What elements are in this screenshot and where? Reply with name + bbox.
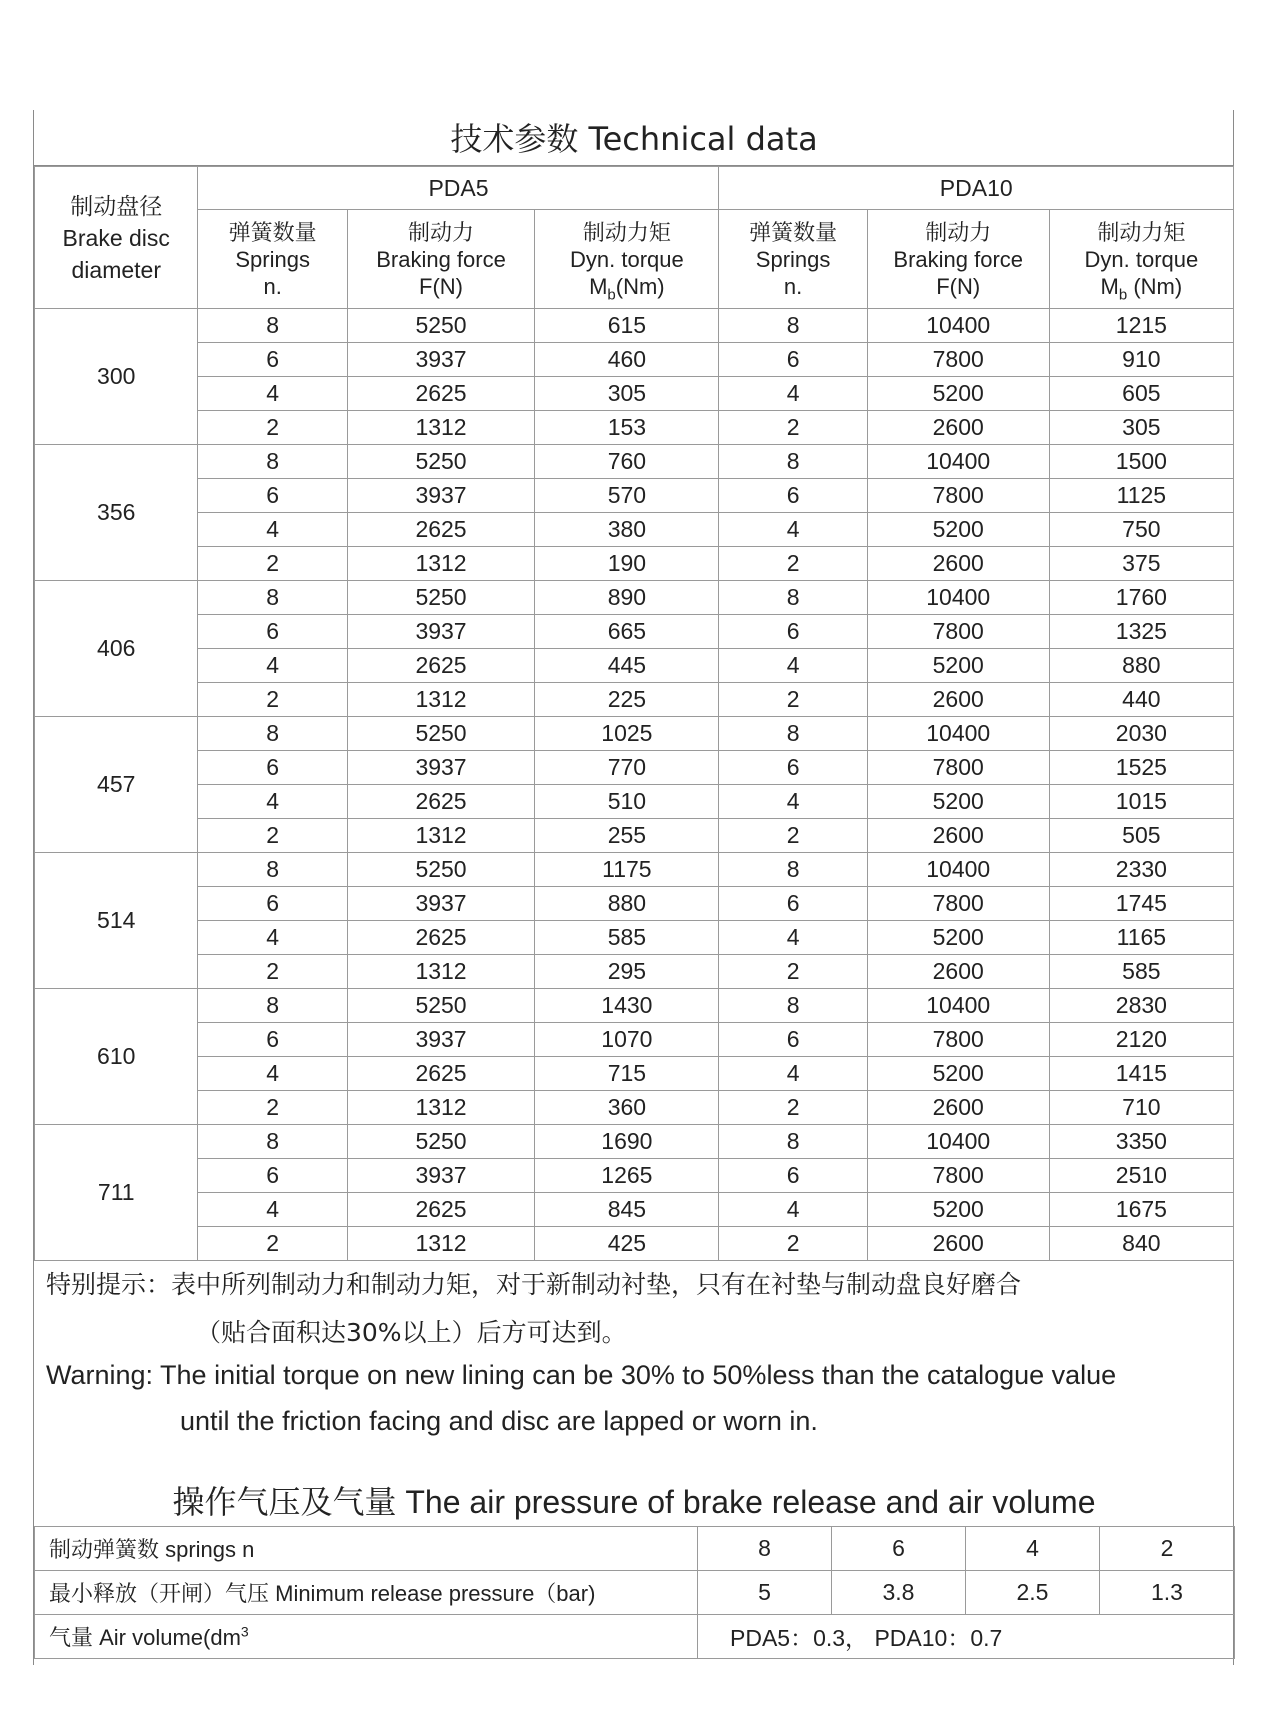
springs-pda10-cell: 2 (719, 955, 867, 989)
springs-pda5-cell: 6 (198, 479, 347, 513)
springs-pda10-cell: 6 (719, 1023, 867, 1057)
force-pda10-cell: 7800 (867, 479, 1049, 513)
torque-pda10-cell: 605 (1049, 377, 1233, 411)
force-pda5-cell: 3937 (347, 615, 534, 649)
force-pda5-cell: 5250 (347, 1125, 534, 1159)
force-pda5-cell: 5250 (347, 989, 534, 1023)
springs-pda10-cell: 2 (719, 683, 867, 717)
torque-pda5-cell: 585 (535, 921, 719, 955)
force-pda10-cell: 2600 (867, 1091, 1049, 1125)
springs-pda10-cell: 8 (719, 717, 867, 751)
springs-pda5-cell: 8 (198, 445, 347, 479)
torque-header-pda10: 制动力矩 Dyn. torque $M_b$ (Nm) (1049, 210, 1233, 309)
table-row (35, 751, 1234, 785)
force-pda5-cell: 3937 (347, 751, 534, 785)
table-row (35, 547, 1234, 581)
disc-diameter-cell: 457 (35, 717, 198, 853)
springs-pda10-cell: 4 (719, 1193, 867, 1227)
table-row (35, 1057, 1234, 1091)
torque-pda5-cell: 460 (535, 343, 719, 377)
force-pda5-cell: 1312 (347, 955, 534, 989)
force-header-pda10: 制动力 Braking force F(N) (867, 210, 1049, 309)
torque-pda10-cell: 375 (1049, 547, 1233, 581)
force-pda10-cell: 10400 (867, 581, 1049, 615)
table-row (35, 1091, 1234, 1125)
force-pda10-cell: 7800 (867, 615, 1049, 649)
table-row (35, 1159, 1234, 1193)
table-row (35, 581, 1234, 615)
force-pda10-cell: 2600 (867, 1227, 1049, 1261)
springs-header-pda5: 弹簧数量 Springs n. (198, 210, 347, 309)
group-header-row (35, 167, 1234, 210)
torque-pda5-cell: 153 (535, 411, 719, 445)
springs-header-pda10: 弹簧数量 Springs n. (719, 210, 867, 309)
force-pda10-cell: 7800 (867, 343, 1049, 377)
force-pda10-cell: 5200 (867, 1057, 1049, 1091)
springs-pda5-cell: 2 (198, 547, 347, 581)
force-pda5-cell: 3937 (347, 887, 534, 921)
springs-pda10-cell: 6 (719, 751, 867, 785)
springs-pda10-cell: 2 (719, 819, 867, 853)
force-pda10-cell: 5200 (867, 921, 1049, 955)
table-row (35, 615, 1234, 649)
torque-pda10-cell: 505 (1049, 819, 1233, 853)
torque-pda5-cell: 510 (535, 785, 719, 819)
springs-pda10-cell: 2 (719, 1227, 867, 1261)
springs-pda5-cell: 4 (198, 785, 347, 819)
technical-data-table (34, 166, 1234, 1261)
table-row (35, 479, 1234, 513)
disc-header-cn: 制动盘径 (70, 192, 163, 219)
torque-pda10-cell: 1760 (1049, 581, 1233, 615)
force-pda10-cell: 10400 (867, 989, 1049, 1023)
air-springs-value: 4 (966, 1527, 1100, 1571)
torque-pda5-cell: 425 (535, 1227, 719, 1261)
force-pda5-cell: 2625 (347, 1057, 534, 1091)
force-pda10-cell: 7800 (867, 887, 1049, 921)
disc-header-en2: diameter (71, 256, 161, 283)
force-pda5-cell: 2625 (347, 785, 534, 819)
disc-diameter-header (35, 167, 198, 309)
torque-pda5-cell: 615 (535, 309, 719, 343)
torque-pda10-cell: 2120 (1049, 1023, 1233, 1057)
air-springs-value: 2 (1100, 1527, 1235, 1571)
springs-pda10-cell: 6 (719, 615, 867, 649)
springs-pda10-cell: 6 (719, 887, 867, 921)
springs-pda10-cell: 4 (719, 377, 867, 411)
springs-pda10-cell: 8 (719, 445, 867, 479)
springs-pda10-cell: 4 (719, 649, 867, 683)
disc-header-en1: Brake disc (62, 224, 170, 251)
warning-en-line1: Warning: The initial torque on new lining can be 30% to 50%less than the catalogue value (46, 1360, 1117, 1390)
springs-pda5-cell: 4 (198, 649, 347, 683)
springs-pda10-cell: 6 (719, 479, 867, 513)
torque-pda10-cell: 2030 (1049, 717, 1233, 751)
force-pda10-cell: 2600 (867, 955, 1049, 989)
torque-pda10-cell: 910 (1049, 343, 1233, 377)
torque-pda10-cell: 1015 (1049, 785, 1233, 819)
force-pda5-cell: 5250 (347, 309, 534, 343)
air-pressure-row (35, 1571, 1235, 1615)
torque-pda10-cell: 440 (1049, 683, 1233, 717)
springs-pda10-cell: 6 (719, 1159, 867, 1193)
torque-pda5-cell: 760 (535, 445, 719, 479)
table-row (35, 309, 1234, 343)
air-pressure-value: 2.5 (966, 1571, 1100, 1615)
air-volume-label: 气量 Air $volume(dm^3$ (35, 1615, 698, 1659)
torque-pda10-cell: 1325 (1049, 615, 1233, 649)
torque-pda5-cell: 1025 (535, 717, 719, 751)
torque-pda10-cell: 1745 (1049, 887, 1233, 921)
torque-pda10-cell: 585 (1049, 955, 1233, 989)
force-pda10-cell: 7800 (867, 751, 1049, 785)
torque-pda5-cell: 570 (535, 479, 719, 513)
springs-pda10-cell: 4 (719, 785, 867, 819)
force-pda5-cell: 5250 (347, 717, 534, 751)
force-pda10-cell: 2600 (867, 819, 1049, 853)
torque-pda10-cell: 1675 (1049, 1193, 1233, 1227)
air-pressure-value: 5 (698, 1571, 832, 1615)
force-pda5-cell: 1312 (347, 547, 534, 581)
torque-pda10-cell: 1125 (1049, 479, 1233, 513)
air-pressure-label: 最小释放（开闸）气压 Minimum release pressure（bar) (35, 1571, 698, 1615)
table-row (35, 717, 1234, 751)
force-pda10-cell: 5200 (867, 513, 1049, 547)
force-pda5-cell: 5250 (347, 581, 534, 615)
table-row (35, 785, 1234, 819)
springs-pda5-cell: 6 (198, 343, 347, 377)
page-title: 技术参数 Technical data (34, 112, 1234, 166)
springs-pda10-cell: 6 (719, 343, 867, 377)
disc-diameter-cell: 711 (35, 1125, 198, 1261)
group-pda10: PDA10 (719, 167, 1234, 210)
table-row (35, 649, 1234, 683)
force-pda10-cell: 10400 (867, 445, 1049, 479)
table-row (35, 989, 1234, 1023)
force-pda5-cell: 3937 (347, 479, 534, 513)
note-cn-line1: 特别提示：表中所列制动力和制动力矩，对于新制动衬垫，只有在衬垫与制动盘良好磨合 (46, 1270, 1022, 1299)
air-springs-value: 8 (698, 1527, 832, 1571)
force-pda5-cell: 1312 (347, 819, 534, 853)
springs-pda5-cell: 6 (198, 887, 347, 921)
torque-pda10-cell: 305 (1049, 411, 1233, 445)
springs-pda10-cell: 8 (719, 1125, 867, 1159)
springs-pda5-cell: 4 (198, 513, 347, 547)
springs-pda5-cell: 6 (198, 1159, 347, 1193)
table-row (35, 445, 1234, 479)
springs-pda10-cell: 2 (719, 411, 867, 445)
table-row (35, 1193, 1234, 1227)
springs-pda5-cell: 2 (198, 955, 347, 989)
air-volume-value: PDA5：0.3， PDA10：0.7 (698, 1615, 1235, 1659)
torque-pda10-cell: 750 (1049, 513, 1233, 547)
force-pda10-cell: 2600 (867, 683, 1049, 717)
torque-pda5-cell: 1175 (535, 853, 719, 887)
table-row (35, 1023, 1234, 1057)
force-pda5-cell: 1312 (347, 411, 534, 445)
force-pda5-cell: 1312 (347, 683, 534, 717)
force-pda10-cell: 10400 (867, 1125, 1049, 1159)
torque-pda10-cell: 1165 (1049, 921, 1233, 955)
air-pressure-value: 3.8 (832, 1571, 966, 1615)
torque-pda10-cell: 2830 (1049, 989, 1233, 1023)
torque-pda10-cell: 3350 (1049, 1125, 1233, 1159)
torque-header-pda5: 制动力矩 Dyn. torque $M_b(Nm)$ (535, 210, 719, 309)
springs-pda5-cell: 8 (198, 309, 347, 343)
force-pda5-cell: 2625 (347, 513, 534, 547)
table-row (35, 853, 1234, 887)
torque-pda5-cell: 445 (535, 649, 719, 683)
springs-pda5-cell: 2 (198, 819, 347, 853)
force-pda5-cell: 3937 (347, 343, 534, 377)
springs-pda5-cell: 4 (198, 1057, 347, 1091)
table-row (35, 683, 1234, 717)
springs-pda5-cell: 4 (198, 921, 347, 955)
force-pda10-cell: 5200 (867, 1193, 1049, 1227)
force-pda5-cell: 2625 (347, 1193, 534, 1227)
springs-pda10-cell: 4 (719, 513, 867, 547)
springs-pda10-cell: 2 (719, 547, 867, 581)
springs-pda10-cell: 4 (719, 1057, 867, 1091)
springs-pda10-cell: 8 (719, 309, 867, 343)
force-pda10-cell: 2600 (867, 411, 1049, 445)
torque-pda5-cell: 190 (535, 547, 719, 581)
springs-pda5-cell: 6 (198, 751, 347, 785)
force-pda5-cell: 2625 (347, 377, 534, 411)
group-pda5: PDA5 (198, 167, 719, 210)
table-row (35, 921, 1234, 955)
force-pda5-cell: 3937 (347, 1159, 534, 1193)
air-pressure-table (34, 1526, 1235, 1659)
air-section-title: 操作气压及气量 The air pressure of brake release and air volume (34, 1477, 1234, 1527)
torque-pda10-cell: 2510 (1049, 1159, 1233, 1193)
springs-pda10-cell: 8 (719, 581, 867, 615)
force-pda5-cell: 1312 (347, 1091, 534, 1125)
torque-pda5-cell: 845 (535, 1193, 719, 1227)
table-row (35, 1227, 1234, 1261)
disc-diameter-cell: 300 (35, 309, 198, 445)
torque-pda5-cell: 1265 (535, 1159, 719, 1193)
table-row (35, 377, 1234, 411)
torque-pda5-cell: 255 (535, 819, 719, 853)
springs-pda5-cell: 6 (198, 1023, 347, 1057)
springs-pda5-cell: 6 (198, 615, 347, 649)
springs-pda5-cell: 2 (198, 1091, 347, 1125)
torque-pda5-cell: 295 (535, 955, 719, 989)
force-pda10-cell: 5200 (867, 377, 1049, 411)
air-volume-row (35, 1615, 1235, 1659)
torque-pda10-cell: 710 (1049, 1091, 1233, 1125)
torque-pda5-cell: 1070 (535, 1023, 719, 1057)
torque-pda10-cell: 880 (1049, 649, 1233, 683)
table-row (35, 819, 1234, 853)
force-header-pda5: 制动力 Braking force F(N) (347, 210, 534, 309)
torque-pda5-cell: 360 (535, 1091, 719, 1125)
springs-pda10-cell: 8 (719, 853, 867, 887)
torque-pda10-cell: 840 (1049, 1227, 1233, 1261)
force-pda10-cell: 7800 (867, 1159, 1049, 1193)
force-pda10-cell: 10400 (867, 853, 1049, 887)
disc-diameter-cell: 356 (35, 445, 198, 581)
torque-pda5-cell: 1690 (535, 1125, 719, 1159)
table-row (35, 955, 1234, 989)
torque-pda10-cell: 1215 (1049, 309, 1233, 343)
force-pda10-cell: 7800 (867, 1023, 1049, 1057)
force-pda10-cell: 10400 (867, 717, 1049, 751)
disc-diameter-cell: 610 (35, 989, 198, 1125)
table-row (35, 343, 1234, 377)
torque-pda10-cell: 1500 (1049, 445, 1233, 479)
springs-pda10-cell: 8 (719, 989, 867, 1023)
torque-pda5-cell: 770 (535, 751, 719, 785)
springs-pda5-cell: 2 (198, 683, 347, 717)
torque-pda5-cell: 890 (535, 581, 719, 615)
springs-pda5-cell: 8 (198, 853, 347, 887)
springs-pda10-cell: 2 (719, 1091, 867, 1125)
note-cn-line2: （贴合面积达30%以上）后方可达到。 (196, 1318, 627, 1347)
force-pda5-cell: 2625 (347, 921, 534, 955)
force-pda10-cell: 5200 (867, 649, 1049, 683)
force-pda5-cell: 3937 (347, 1023, 534, 1057)
springs-pda5-cell: 2 (198, 411, 347, 445)
torque-pda5-cell: 880 (535, 887, 719, 921)
air-springs-value: 6 (832, 1527, 966, 1571)
air-springs-label: 制动弹簧数 springs n (35, 1527, 698, 1571)
torque-pda10-cell: 1525 (1049, 751, 1233, 785)
springs-pda5-cell: 8 (198, 717, 347, 751)
table-row (35, 411, 1234, 445)
springs-pda5-cell: 8 (198, 581, 347, 615)
springs-pda5-cell: 4 (198, 377, 347, 411)
torque-pda5-cell: 380 (535, 513, 719, 547)
air-springs-row (35, 1527, 1235, 1571)
warning-en-line2: until the friction facing and disc are lapped or worn in. (180, 1406, 818, 1436)
torque-pda10-cell: 1415 (1049, 1057, 1233, 1091)
force-pda5-cell: 2625 (347, 649, 534, 683)
torque-pda5-cell: 715 (535, 1057, 719, 1091)
force-pda5-cell: 1312 (347, 1227, 534, 1261)
springs-pda5-cell: 2 (198, 1227, 347, 1261)
force-pda10-cell: 10400 (867, 309, 1049, 343)
torque-pda5-cell: 305 (535, 377, 719, 411)
torque-pda5-cell: 225 (535, 683, 719, 717)
column-header-row (35, 210, 1234, 309)
table-row (35, 1125, 1234, 1159)
table-row (35, 513, 1234, 547)
springs-pda5-cell: 8 (198, 989, 347, 1023)
torque-pda5-cell: 1430 (535, 989, 719, 1023)
disc-diameter-cell: 406 (35, 581, 198, 717)
table-row (35, 887, 1234, 921)
force-pda5-cell: 5250 (347, 445, 534, 479)
force-pda10-cell: 2600 (867, 547, 1049, 581)
force-pda5-cell: 5250 (347, 853, 534, 887)
springs-pda5-cell: 4 (198, 1193, 347, 1227)
torque-pda5-cell: 665 (535, 615, 719, 649)
air-pressure-value: 1.3 (1100, 1571, 1235, 1615)
springs-pda5-cell: 8 (198, 1125, 347, 1159)
force-pda10-cell: 5200 (867, 785, 1049, 819)
torque-pda10-cell: 2330 (1049, 853, 1233, 887)
disc-diameter-cell: 514 (35, 853, 198, 989)
springs-pda10-cell: 4 (719, 921, 867, 955)
